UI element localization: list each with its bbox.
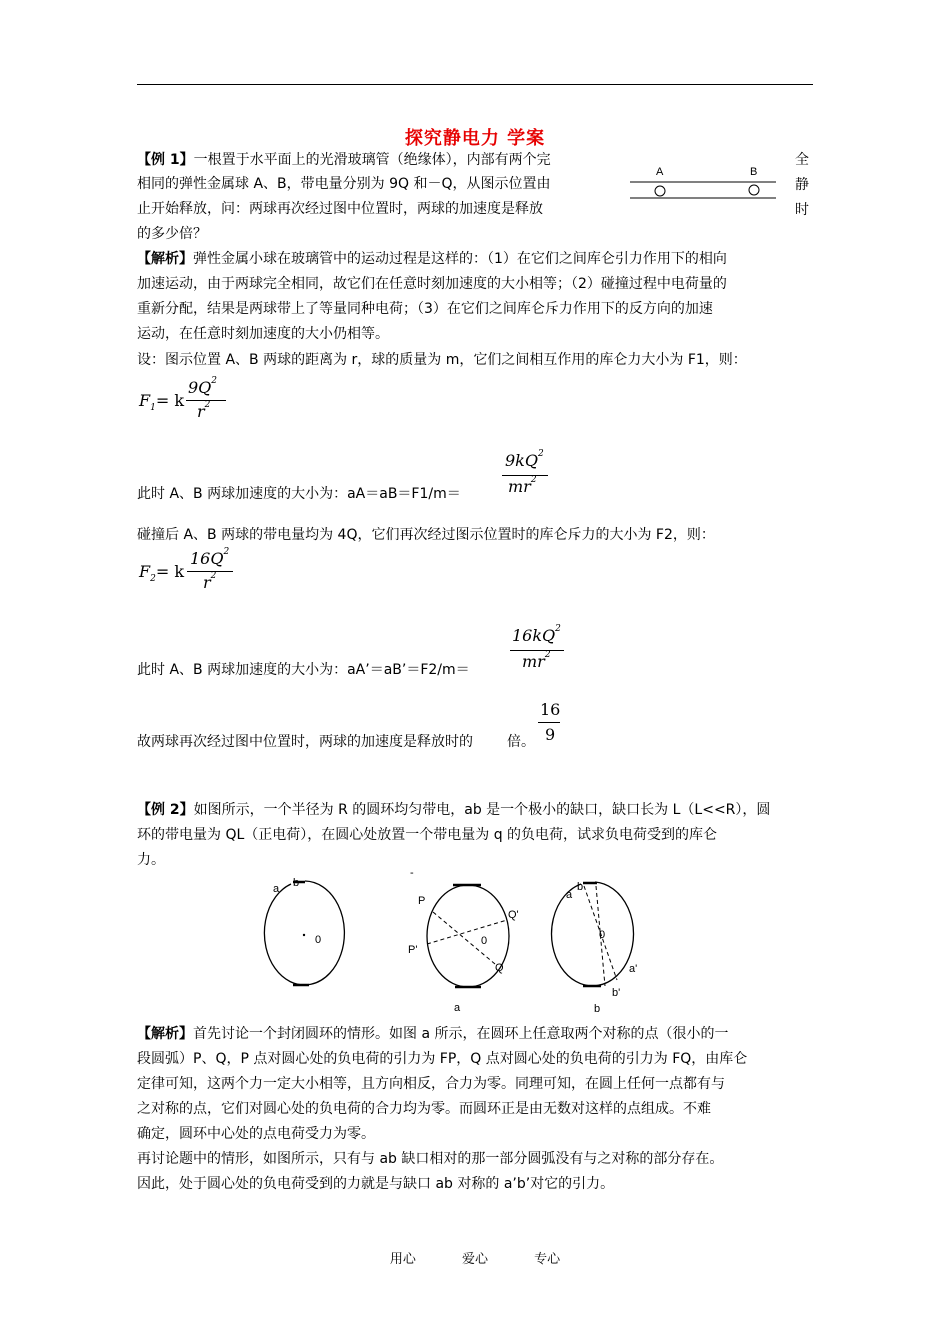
ring-3-arc xyxy=(552,882,634,986)
ring-3-label-b1: b' xyxy=(612,987,621,999)
ball-b xyxy=(749,185,759,195)
a1-den-exp: 2 xyxy=(530,475,537,485)
ring-3-label-a1: a' xyxy=(629,963,638,975)
sol1-line-7: 碰撞后 A、B 两球的带电量均为 4Q，它们再次经过图示位置时的库仑斥力的大小为 F2，则： xyxy=(137,527,715,543)
a2-denominator: mr xyxy=(522,652,545,671)
f2-num-exp: 2 xyxy=(223,547,230,557)
ring-figure-2 xyxy=(408,868,519,1014)
ex1-line-4: 的多少倍？ xyxy=(137,226,207,242)
ex1-text-1: 一根置于水平面上的光滑玻璃管（绝缘体），内部有两个完 xyxy=(193,152,551,168)
f1-numerator: 9Q xyxy=(188,378,212,397)
formula-f1 xyxy=(139,378,239,428)
sol2-line-3: 定律可知，这两个力一定大小相等，且方向相反，合力为零。同理可知，在圆上任何一点都有与 xyxy=(137,1076,725,1092)
sol2-line-5: 确定，圆环中心处的点电荷受力为零。 xyxy=(137,1126,375,1142)
f1-num-exp: 2 xyxy=(211,376,218,386)
f1-den-exp: 2 xyxy=(204,400,211,410)
f2-denominator: r xyxy=(203,573,211,592)
sol2-text-1: 首先讨论一个封闭圆环的情形。如图 a 所示，在圆环上任意取两个对称的点（很小的一 xyxy=(193,1026,729,1042)
a2-numerator: 16kQ xyxy=(512,626,556,645)
ex1-line-1 xyxy=(137,148,551,172)
ring-2-label-q1: Q' xyxy=(508,909,519,921)
f2-fraction-bar xyxy=(187,571,233,572)
ring-3-caption: b xyxy=(594,1003,601,1015)
sol1-line-8: 此时 A、B 两球加速度的大小为：aA’＝aB’＝F2/m＝ xyxy=(137,662,470,678)
glass-tube-figure xyxy=(626,160,778,206)
sol1-line-3: 重新分配，结果是两球带上了等量同种电荷；（3）在它们之间库仑斥力作用下的反方向的加速 xyxy=(137,301,713,317)
sol2-line-6: 再讨论题中的情形，如图所示，只有与 ab 缺口相对的那一部分圆弧没有与之对称的部分存在。 xyxy=(137,1151,724,1167)
page-title: 探究静电力 学案 xyxy=(404,128,546,149)
a2-fraction-bar xyxy=(510,650,564,651)
ring-2-label-p: P xyxy=(418,895,426,907)
f2-sub: 2 xyxy=(150,574,156,585)
ex2-line-1 xyxy=(137,798,770,822)
sol1-line-1 xyxy=(137,247,727,271)
formula-a1 xyxy=(502,451,562,501)
ball-b-label: B xyxy=(750,166,758,178)
ring-1-label-b: b xyxy=(293,877,300,889)
f1-sub: 1 xyxy=(150,403,156,414)
a1-denominator: mr xyxy=(508,477,531,496)
page-footer xyxy=(0,1248,950,1267)
ball-a-label: A xyxy=(656,166,664,178)
ring-2-label-p1: P' xyxy=(408,944,418,956)
f2-numerator: 16Q xyxy=(190,549,224,568)
ring-3-label-o: 0 xyxy=(599,929,606,941)
ex2-tag: 【例 2】 xyxy=(137,802,194,818)
ex1-side-char-2: 静 xyxy=(795,177,809,193)
ring-2-dash-mark: - xyxy=(410,868,414,879)
ex1-line-3: 止开始释放，问：两球再次经过图中位置时，两球的加速度是释放 xyxy=(137,201,543,217)
ex1-line-2: 相同的弹性金属球 A、B，带电量分别为 9Q 和－Q，从图示位置由 xyxy=(137,176,551,192)
a1-fraction-bar xyxy=(502,475,548,476)
formula-ratio xyxy=(538,700,564,750)
sol2-line-2: 段圆弧）P、Q，P 点对圆心处的负电荷的引力为 FP，Q 点对圆心处的负电荷的引力为 FQ，由库仑 xyxy=(137,1051,748,1067)
sol1-text-9a: 故两球再次经过图中位置时，两球的加速度是释放时的 xyxy=(137,734,473,750)
a2-num-exp: 2 xyxy=(555,624,561,634)
footer-text-2: 爱心 xyxy=(461,1252,488,1267)
sol1-line-4: 运动，在任意时刻加速度的大小仍相等。 xyxy=(137,326,389,342)
ex1-side-char-1: 全 xyxy=(795,152,809,168)
a1-num-exp: 2 xyxy=(538,449,544,459)
sol2-line-7: 因此，处于圆心处的负电荷受到的力就是与缺口 ab 对称的 a’b’对它的引力。 xyxy=(137,1176,615,1192)
sol1-line-6: 此时 A、B 两球加速度的大小为：aA＝aB＝F1/m＝ xyxy=(137,486,461,502)
ball-a xyxy=(655,186,665,196)
f2-k: = k xyxy=(155,562,185,581)
formula-f2 xyxy=(139,549,249,599)
ex2-line-3: 力。 xyxy=(137,852,165,868)
ratio-denominator: 9 xyxy=(545,725,556,744)
ex1-side-char-3: 时 xyxy=(795,202,809,218)
ex2-text-1: 如图所示，一个半径为 R 的圆环均匀带电，ab 是一个极小的缺口，缺口长为 L（L<<R），圆 xyxy=(193,802,771,818)
a1-numerator: 9kQ xyxy=(505,451,538,470)
sol1-text-1: 弹性金属小球在玻璃管中的运动过程是这样的：（1）在它们之间库仑引力作用下的相向 xyxy=(193,251,727,267)
ring-1-label-a: a xyxy=(273,883,280,895)
ex2-line-2: 环的带电量为 QL（正电荷），在圆心处放置一个带电量为 q 的负电荷，试求负电荷受到的库仑 xyxy=(137,827,718,843)
f1-denominator: r xyxy=(197,402,205,421)
f1-lhs: F xyxy=(139,391,151,410)
sol2-line-1 xyxy=(137,1022,728,1046)
header-rule xyxy=(137,84,813,85)
sol2-line-4: 之对称的点，它们对圆心处的负电荷的合力均为零。而圆环正是由无数对这样的点组成。不难 xyxy=(137,1101,711,1117)
ex1-tag: 【例 1】 xyxy=(137,152,194,168)
ring-1-center xyxy=(303,934,305,936)
f2-den-exp: 2 xyxy=(210,571,217,581)
ring-figure-1 xyxy=(264,877,344,985)
ring-2-label-o: 0 xyxy=(481,935,488,947)
ring-3-label-b: b xyxy=(577,881,584,893)
sol1-line-9 xyxy=(137,730,535,754)
ring-3-label-a: a xyxy=(566,889,573,901)
ring-figure-3 xyxy=(552,881,638,1015)
ring-2-caption: a xyxy=(454,1002,461,1014)
sol1-tag: 【解析】 xyxy=(137,251,193,267)
f2-lhs: F xyxy=(139,562,151,581)
footer-text-3: 专心 xyxy=(534,1252,561,1267)
ring-figures xyxy=(255,868,655,1018)
sol1-text-9b: 倍。 xyxy=(507,734,535,750)
ratio-numerator: 16 xyxy=(540,700,561,719)
footer-text-1: 用心 xyxy=(389,1252,416,1267)
ring-1-arc xyxy=(264,881,344,985)
a2-den-exp: 2 xyxy=(544,650,551,660)
f1-k: = k xyxy=(155,391,185,410)
sol1-line-5: 设：图示位置 A、B 两球的距离为 r，球的质量为 m，它们之间相互作用的库仑力大小为 F1，则： xyxy=(137,352,747,368)
formula-a2 xyxy=(510,626,570,676)
ring-2-label-q: Q xyxy=(495,962,504,974)
sol2-tag: 【解析】 xyxy=(137,1026,193,1042)
ratio-fraction-bar xyxy=(538,722,560,723)
sol1-line-2: 加速运动，由于两球完全相同，故它们在任意时刻加速度的大小相等；（2）碰撞过程中电荷量的 xyxy=(137,276,727,292)
ring-1-label-o: 0 xyxy=(315,934,322,946)
